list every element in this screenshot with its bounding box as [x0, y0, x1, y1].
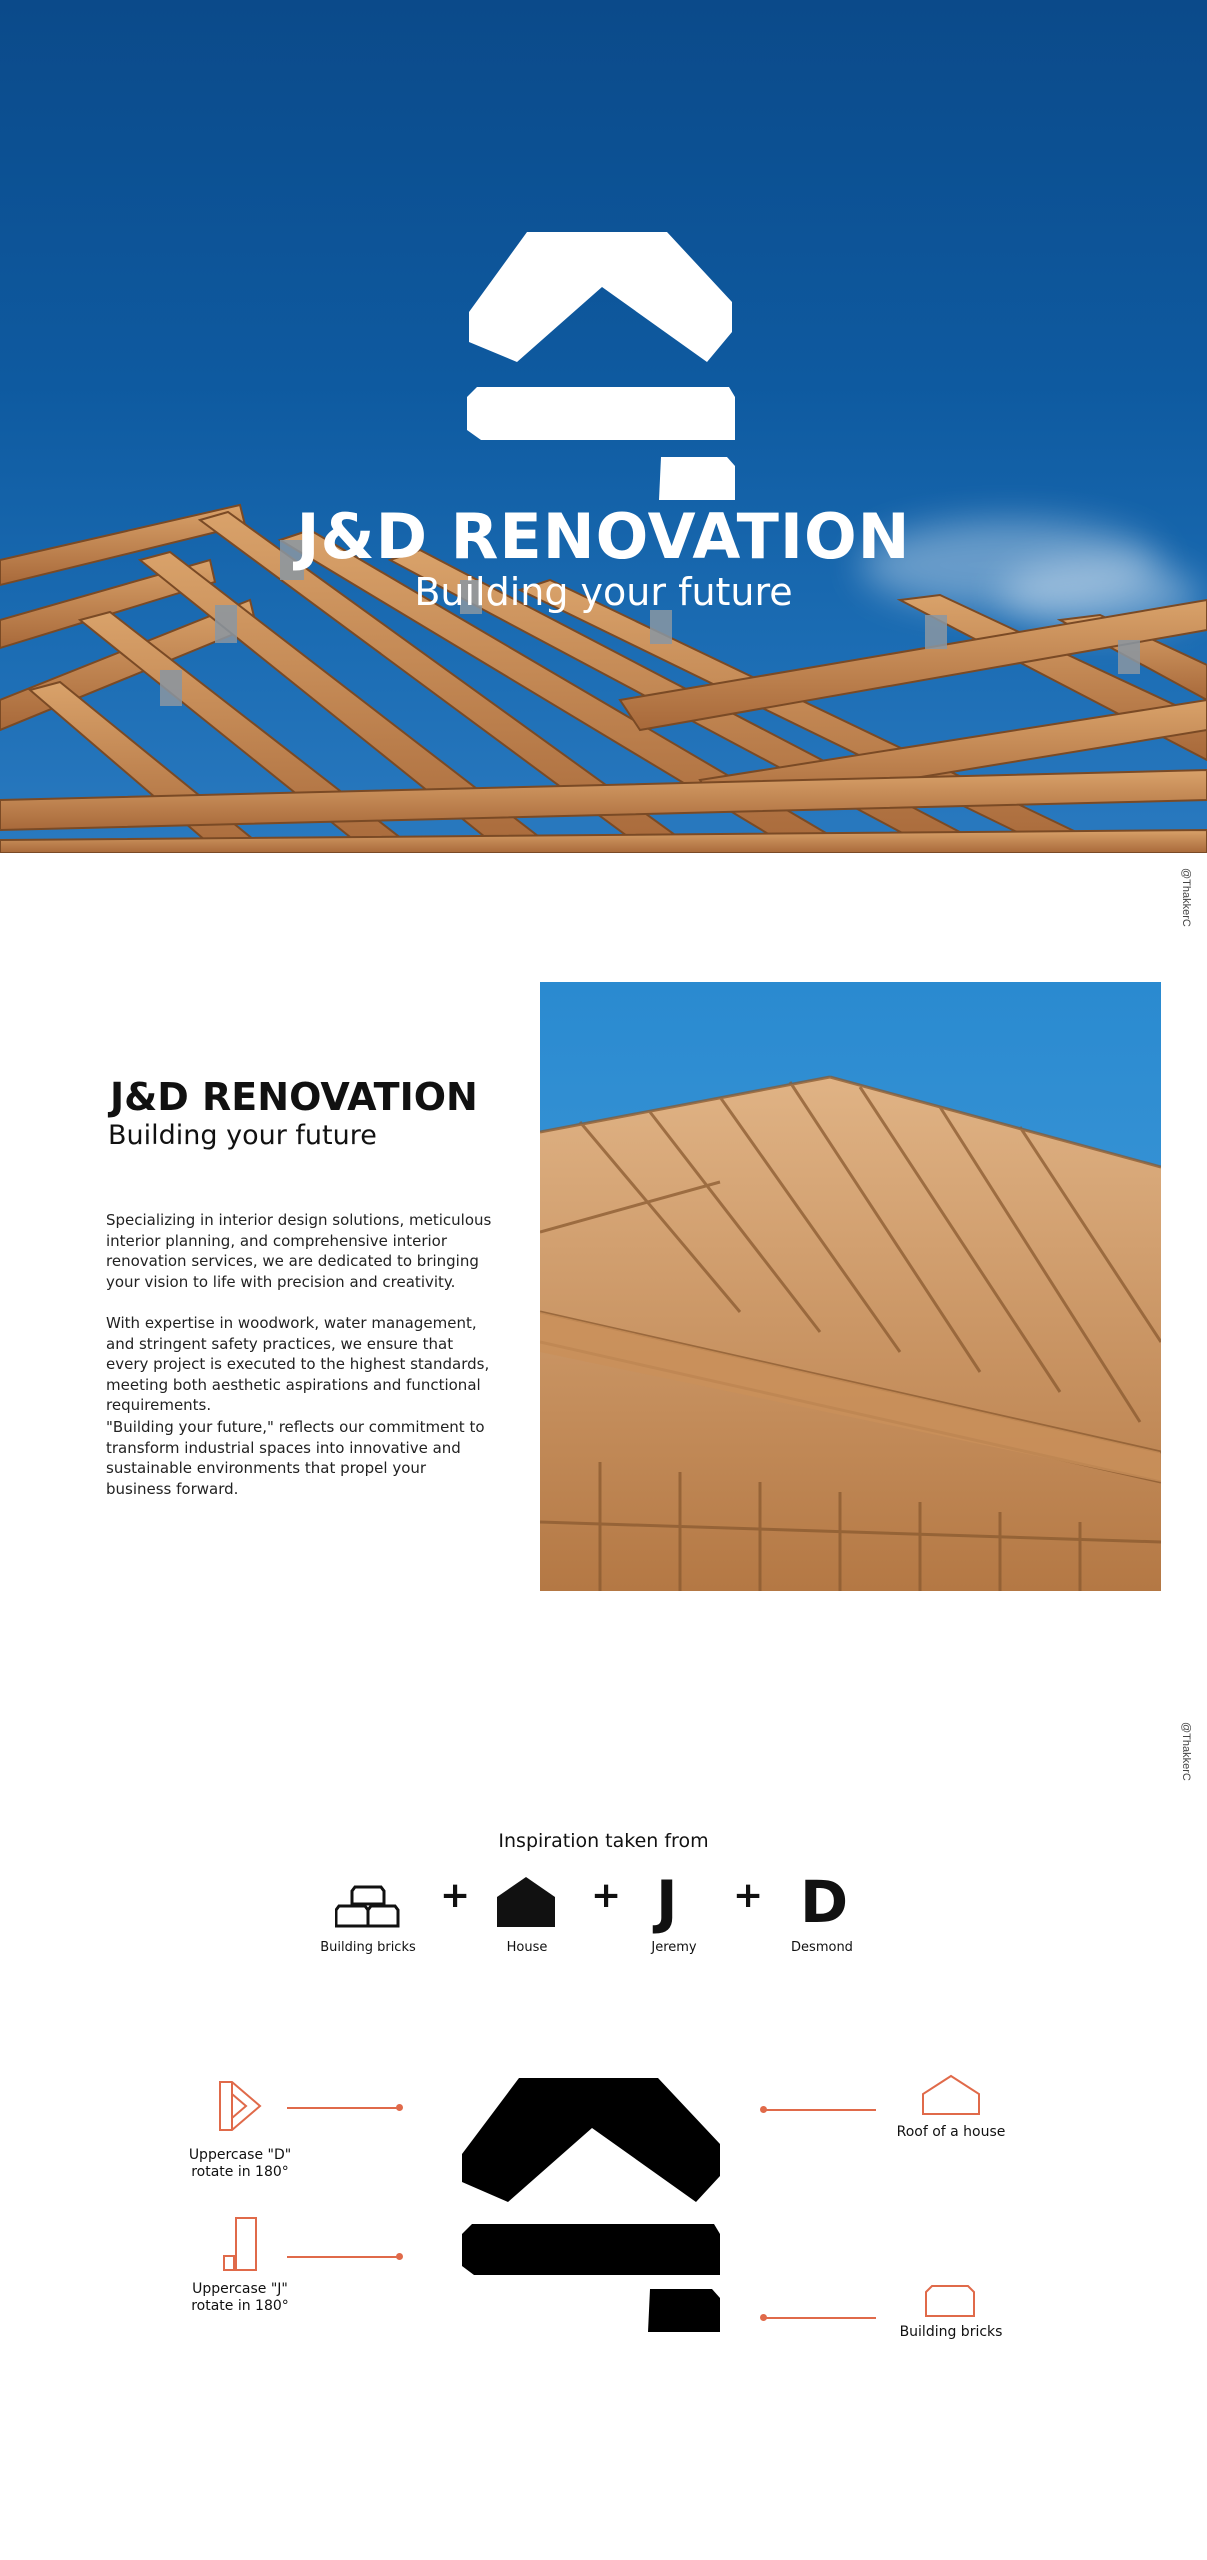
plus-sign: + — [591, 1875, 622, 1916]
plus-sign: + — [440, 1875, 471, 1916]
jd-logo — [467, 232, 739, 502]
author-handle: @ThakkerC — [1180, 868, 1192, 927]
about-title: J&D RENOVATION — [110, 1075, 478, 1119]
hero-banner — [0, 0, 1207, 853]
plus-sign: + — [733, 1875, 764, 1916]
annotation-dot — [396, 2104, 403, 2111]
brick-icon — [924, 2284, 976, 2318]
about-paragraph: "Building your future," reflects our commitment to transform industrial spaces into innovative and sustainable environments that propel your business forward. — [106, 1418, 485, 1498]
letter-j-glyph: J — [656, 1868, 678, 1936]
annotation-dot — [396, 2253, 403, 2260]
roof-icon — [921, 2074, 981, 2116]
annotation-line — [764, 2317, 876, 2319]
letter-d-glyph: D — [800, 1868, 849, 1936]
inspiration-label: House — [506, 1940, 548, 1955]
annotation-j-label: Uppercase "J" rotate in 180° — [191, 2281, 289, 2314]
annotation-d-label: Uppercase "D" rotate in 180° — [188, 2147, 292, 2180]
hero-title: J&D RENOVATION — [296, 500, 911, 573]
inspiration-label: Building bricks — [320, 1940, 416, 1955]
about-subtitle: Building your future — [108, 1120, 377, 1151]
jd-logo-black — [462, 2078, 720, 2334]
about-paragraph: Specializing in interior design solutions, meticulous interior planning, and comprehensive interior renovation services, we are dedicated to bringing your vision to life with precision and creativity. — [106, 1211, 492, 1291]
annotation-brick-label: Building bricks — [899, 2324, 1003, 2340]
hero-subtitle: Building your future — [414, 570, 793, 614]
house-icon — [497, 1877, 555, 1927]
inspiration-label: Jeremy — [651, 1940, 697, 1955]
annotation-line — [764, 2109, 876, 2111]
bricks-icon — [335, 1884, 401, 1930]
inspiration-label: Desmond — [791, 1940, 853, 1955]
annotation-line — [287, 2256, 399, 2258]
annotation-line — [287, 2107, 399, 2109]
author-handle: @ThakkerC — [1180, 1722, 1192, 1781]
house-frame-photo — [540, 982, 1161, 1591]
rotated-j-icon — [222, 2216, 260, 2272]
about-paragraph: With expertise in woodwork, water management, and stringent safety practices, we ensure that every project is executed to the highest standards, meeting both aesthetic aspirations and functional requirements. — [106, 1314, 490, 1414]
rotated-d-icon — [218, 2080, 264, 2132]
inspiration-title: Inspiration taken from — [498, 1830, 709, 1852]
annotation-roof-label: Roof of a house — [896, 2124, 1006, 2140]
